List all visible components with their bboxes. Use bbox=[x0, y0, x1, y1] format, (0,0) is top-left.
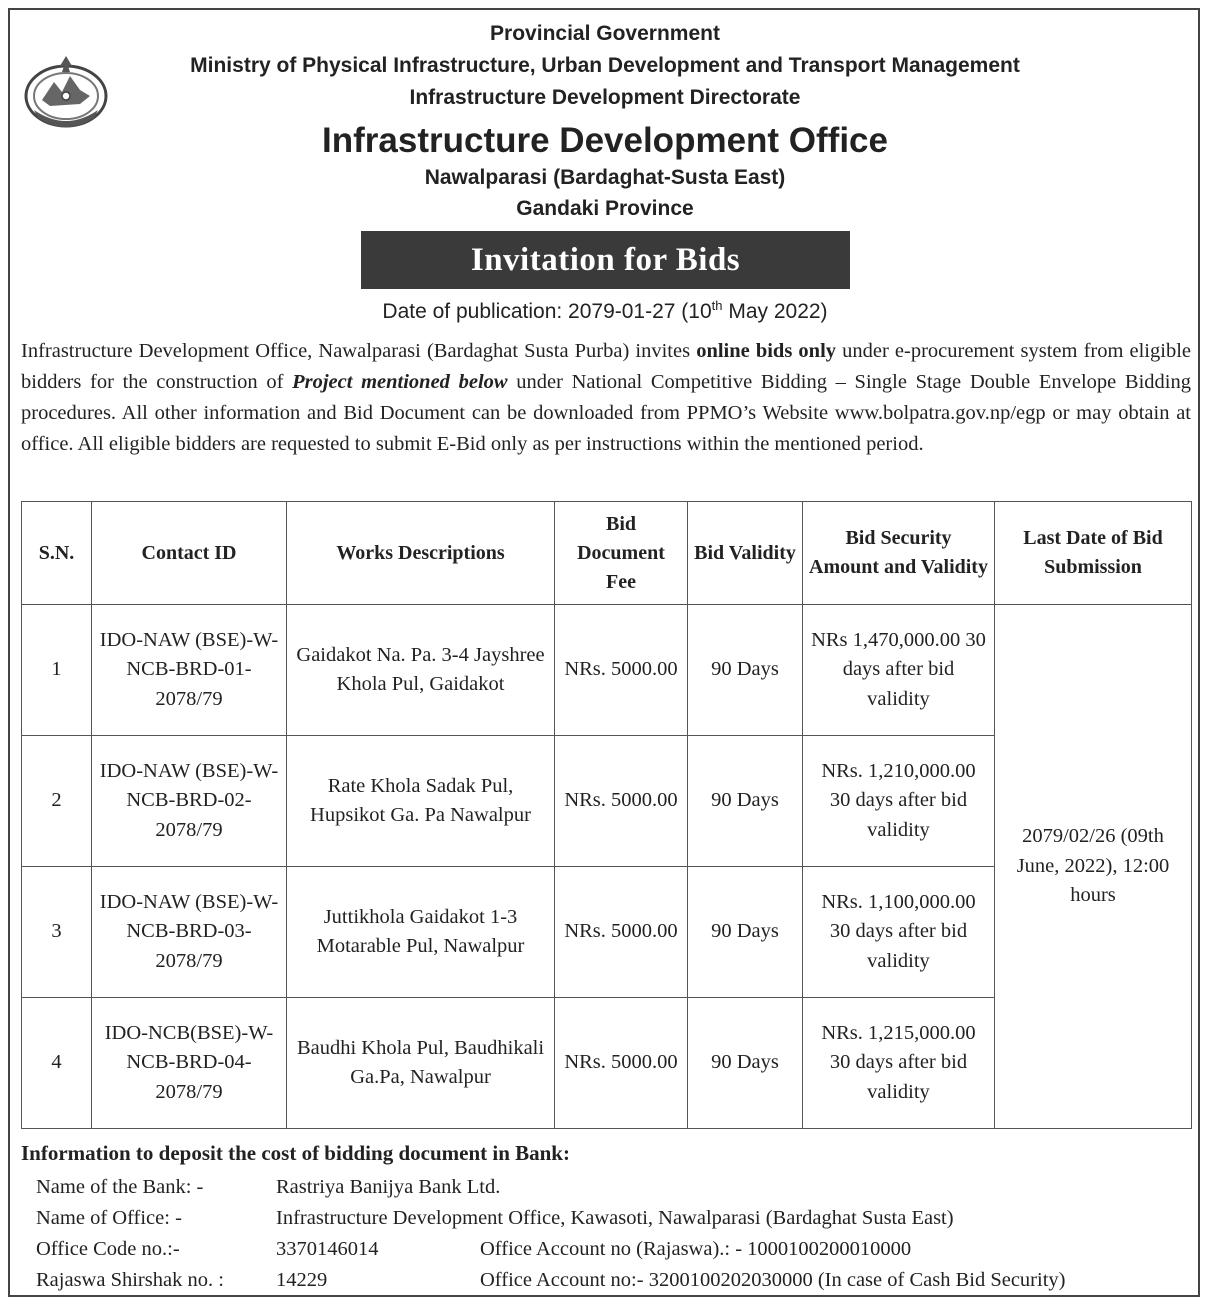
office-code-label: Office Code no.:- bbox=[36, 1238, 180, 1260]
header-directorate: Infrastructure Development Directorate bbox=[409, 86, 801, 109]
cell-validity: 90 Days bbox=[688, 605, 803, 736]
header-province: Gandaki Province bbox=[516, 197, 694, 220]
office-code-value: 3370146014 bbox=[276, 1238, 379, 1260]
cell-contact-id: IDO-NAW (BSE)-W-NCB-BRD-01-2078/79 bbox=[92, 605, 287, 736]
account-cash: Office Account no:- 3200100202030000 (In case of Cash Bid Security) bbox=[480, 1269, 1066, 1291]
bank-info-title: Information to deposit the cost of bidding document in Bank: bbox=[21, 1141, 570, 1165]
header-fee: Bid Document Fee bbox=[555, 502, 688, 605]
header-sn: S.N. bbox=[22, 502, 92, 605]
header-location: Nawalparasi (Bardaghat-Susta East) bbox=[424, 166, 786, 189]
cell-security: NRs. 1,215,000.00 30 days after bid validity bbox=[803, 998, 995, 1129]
header-last-date: Last Date of Bid Submission bbox=[995, 502, 1192, 605]
cell-works: Gaidakot Na. Pa. 3-4 Jayshree Khola Pul, Gaidakot bbox=[287, 605, 555, 736]
header-works: Works Descriptions bbox=[287, 502, 555, 605]
invitation-banner: Invitation for Bids bbox=[361, 231, 850, 289]
cell-validity: 90 Days bbox=[688, 867, 803, 998]
cell-fee: NRs. 5000.00 bbox=[555, 736, 688, 867]
shirshak-value: 14229 bbox=[276, 1269, 328, 1291]
cell-security: NRs. 1,100,000.00 30 days after bid validity bbox=[803, 867, 995, 998]
cell-security: NRs 1,470,000.00 30 days after bid validity bbox=[803, 605, 995, 736]
cell-fee: NRs. 5000.00 bbox=[555, 998, 688, 1129]
header-provincial: Provincial Government bbox=[490, 22, 720, 45]
intro-paragraph: Infrastructure Development Office, Nawalparasi (Bardaghat Susta Purba) invites online bids only under e-procurement system from eligible bidders for the construction of Project mentioned below under National Competitive Bidding – Single Stage Double Envelope Bidding procedures. All other information and Bid Document can be downloaded from PPMO’s Website www.bolpatra.gov.np/egp or may obtain at office. All eligible bidders are requested to submit E-Bid only as per instructions within the mentioned period. bbox=[21, 340, 1191, 455]
bank-name-label: Name of the Bank: - bbox=[36, 1176, 204, 1198]
header-validity: Bid Validity bbox=[688, 502, 803, 605]
cell-fee: NRs. 5000.00 bbox=[555, 605, 688, 736]
bank-name-value: Rastriya Banijya Bank Ltd. bbox=[276, 1176, 501, 1198]
table-header-row bbox=[22, 502, 1192, 605]
cell-contact-id: IDO-NAW (BSE)-W-NCB-BRD-02-2078/79 bbox=[92, 736, 287, 867]
shirshak-label: Rajaswa Shirshak no. : bbox=[36, 1269, 224, 1291]
cell-security: NRs. 1,210,000.00 30 days after bid validity bbox=[803, 736, 995, 867]
cell-sn: 1 bbox=[22, 605, 92, 736]
cell-works: Baudhi Khola Pul, Baudhikali Ga.Pa, Nawalpur bbox=[287, 998, 555, 1129]
office-name-value: Infrastructure Development Office, Kawasoti, Nawalparasi (Bardaghat Susta East) bbox=[276, 1207, 954, 1229]
cell-last-date: 2079/02/26 (09th June, 2022), 12:00 hours bbox=[995, 605, 1192, 1129]
cell-works: Rate Khola Sadak Pul, Hupsikot Ga. Pa Nawalpur bbox=[287, 736, 555, 867]
account-rajaswa: Office Account no (Rajaswa).: - 1000100200010000 bbox=[480, 1238, 912, 1260]
cell-validity: 90 Days bbox=[688, 736, 803, 867]
publication-date: Date of publication: 2079-01-27 (10th May 2022) bbox=[382, 298, 828, 323]
cell-contact-id: IDO-NAW (BSE)-W-NCB-BRD-03-2078/79 bbox=[92, 867, 287, 998]
header-office-title: Infrastructure Development Office bbox=[322, 121, 888, 160]
header-ministry: Ministry of Physical Infrastructure, Urban Development and Transport Management bbox=[190, 54, 1020, 77]
header-security: Bid Security Amount and Validity bbox=[803, 502, 995, 605]
cell-sn: 3 bbox=[22, 867, 92, 998]
cell-sn: 4 bbox=[22, 998, 92, 1129]
bids-table bbox=[21, 501, 1192, 1129]
table-row bbox=[22, 605, 1192, 736]
office-name-label: Name of Office: - bbox=[36, 1207, 182, 1229]
cell-contact-id: IDO-NCB(BSE)-W-NCB-BRD-04-2078/79 bbox=[92, 998, 287, 1129]
cell-works: Juttikhola Gaidakot 1-3 Motarable Pul, Nawalpur bbox=[287, 867, 555, 998]
cell-sn: 2 bbox=[22, 736, 92, 867]
header-contact-id: Contact ID bbox=[92, 502, 287, 605]
cell-fee: NRs. 5000.00 bbox=[555, 867, 688, 998]
cell-validity: 90 Days bbox=[688, 998, 803, 1129]
